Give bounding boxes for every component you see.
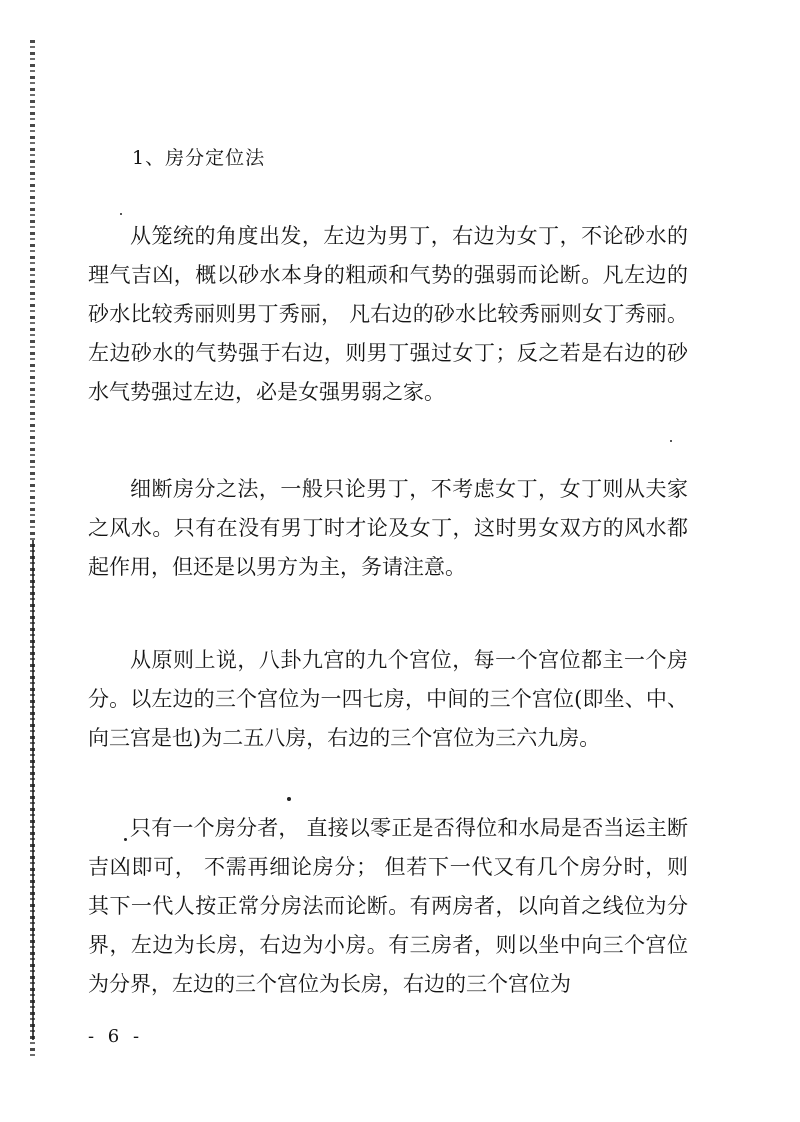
scan-speck [124,838,127,841]
scan-speck [120,213,122,215]
page-number: - 6 - [88,1026,144,1047]
scan-binding-line [32,540,34,1040]
paragraph-1: 从笼统的角度出发，左边为男丁，右边为女丁，不论砂水的理气吉凶，概以砂水本身的粗顽和气势的强弱而论断。凡左边的砂水比较秀丽则男丁秀丽， 凡右边的砂水比较秀丽则女丁秀丽。左边砂水的气势强于右边，则男丁强过女丁；反之若是右边的砂水气势强过左边，必是女强男弱之家。 [88,224,688,404]
paragraph-3: 从原则上说，八卦九宫的九个宫位，每一个宫位都主一个房分。以左边的三个宫位为一四七房，中间的三个宫位(即坐、中、向三宫是也)为二五八房，右边的三个宫位为三六九房。 [88,648,688,750]
paragraph-4: 只有一个房分者， 直接以零正是否得位和水局是否当运主断吉凶即可， 不需再细论房分； 但若下一代又有几个房分时，则其下一代人按正常分房法而论断。有两房者，以向首之线位为分界，左边为长房，右边为小房。有三房者，则以坐中向三个宫位为分界，左边的三个宫位为长房，右边的三个宫位为 [88,816,688,996]
scan-speck [670,440,672,442]
scan-speck [287,797,291,801]
section-heading: 1、房分定位法 [132,147,266,169]
paragraph-2: 细断房分之法，一般只论男丁，不考虑女丁，女丁则从夫家之风水。只有在没有男丁时才论及女丁，这时男女双方的风水都起作用，但还是以男方为主，务请注意。 [88,477,688,579]
